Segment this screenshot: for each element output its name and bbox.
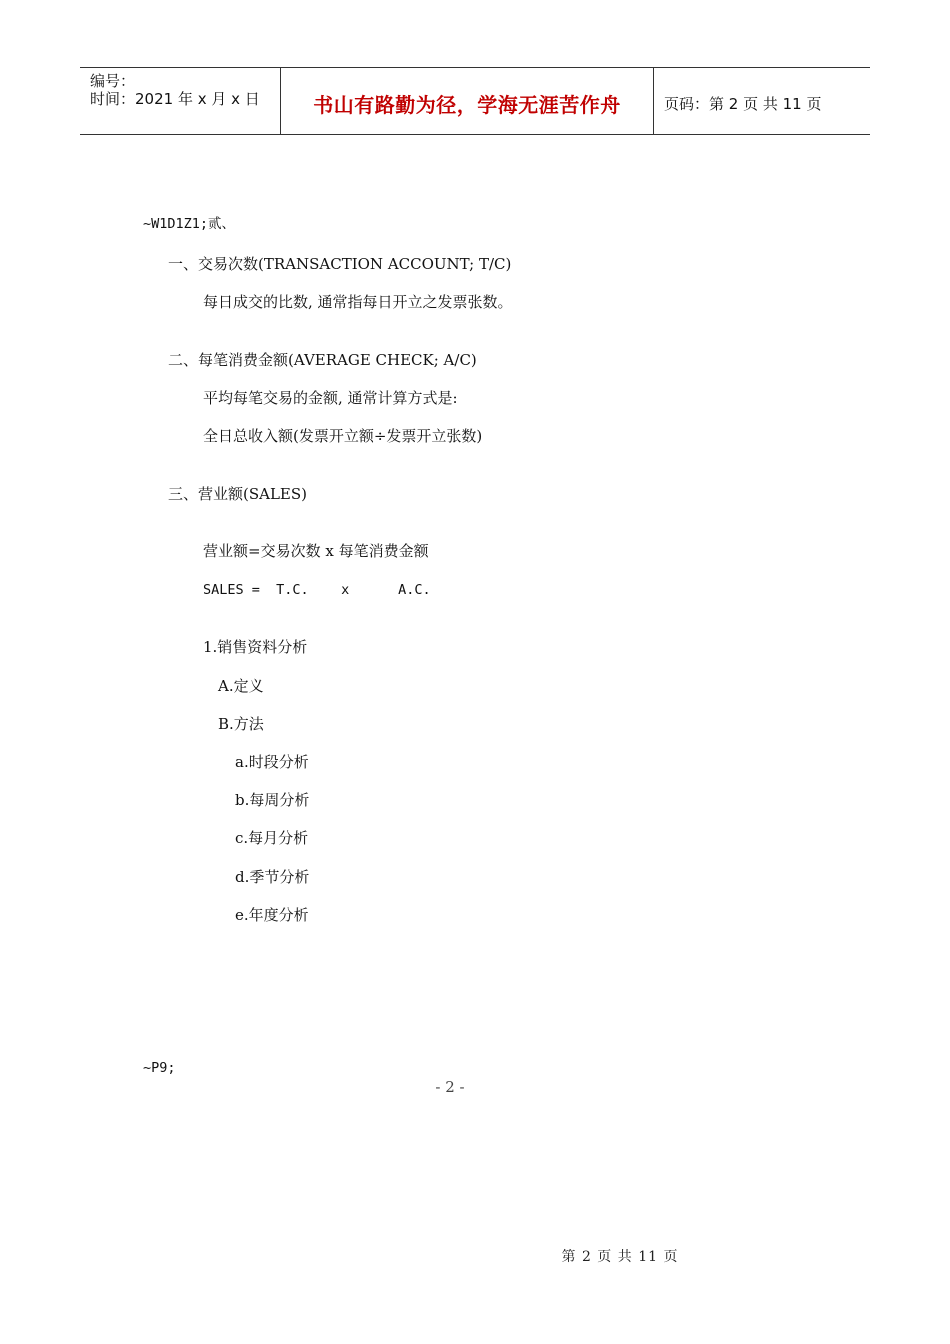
header-page-info: 页码：第 2 页 共 11 页	[664, 94, 822, 113]
list-item-1b: B.方法	[218, 715, 264, 733]
header-meta	[80, 68, 281, 134]
section-2-title: 二、每笔消费金额(AVERAGE CHECK; A/C)	[168, 351, 477, 369]
formula-english: SALES = T.C. x A.C.	[203, 582, 431, 598]
header-motto: 书山有路勤为径，学海无涯苦作舟	[281, 68, 654, 134]
marker-top: ~W1D1Z1;贰、	[143, 216, 236, 232]
method-item-c: c.每月分析	[235, 829, 309, 847]
section-1-description: 每日成交的比数, 通常指每日开立之发票张数。	[203, 293, 513, 311]
page-number: - 2 -	[435, 1078, 465, 1096]
method-item-d: d.季节分析	[235, 868, 310, 886]
page-header	[80, 67, 870, 135]
number-label: 编号：	[90, 72, 136, 90]
section-2-description-1: 平均每笔交易的金额, 通常计算方式是:	[203, 389, 458, 407]
method-item-b: b.每周分析	[235, 791, 310, 809]
time-label: 时间：2021 年 x 月 x 日	[90, 90, 260, 108]
list-item-1: 1.销售资料分析	[203, 638, 308, 656]
section-3-title: 三、营业额(SALES)	[168, 485, 307, 503]
list-item-1a: A.定义	[218, 677, 264, 695]
marker-bottom: ~P9;	[143, 1060, 176, 1076]
formula-chinese: 营业额=交易次数 x 每笔消费金额	[203, 542, 429, 560]
method-item-e: e.年度分析	[235, 906, 309, 924]
section-2-description-2: 全日总收入额(发票开立额÷发票开立张数)	[203, 427, 483, 445]
method-item-a: a.时段分析	[235, 753, 309, 771]
section-1-title: 一、交易次数(TRANSACTION ACCOUNT; T/C)	[168, 255, 512, 273]
page-footer: 第 2 页 共 11 页	[561, 1249, 679, 1265]
